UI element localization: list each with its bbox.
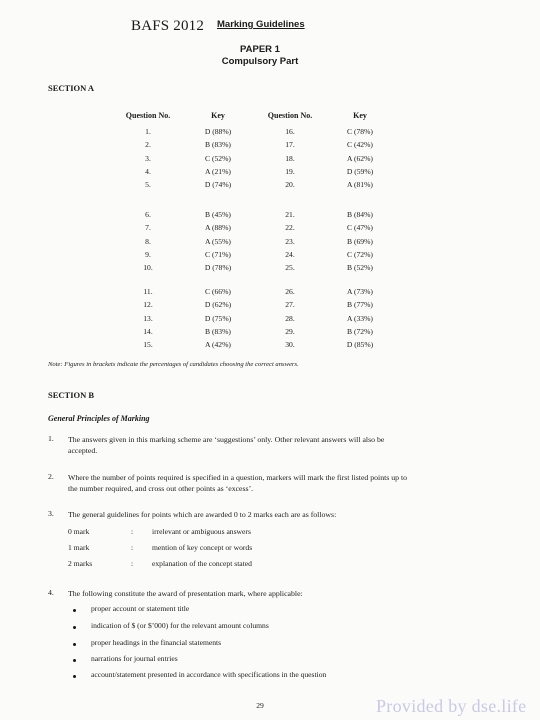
question-number: 7. xyxy=(145,223,151,233)
section-b-heading: SECTION B xyxy=(48,390,95,400)
bullet-icon xyxy=(73,675,76,678)
answer-key: C (71%) xyxy=(205,249,231,259)
question-number: 13. xyxy=(143,313,153,323)
item-text-line: The general guidelines for points which are awarded 0 to 2 marks each are as follows: xyxy=(68,510,337,519)
item-text-line: The following constitute the award of presentation mark, where applicable: xyxy=(68,589,303,598)
item-text xyxy=(68,509,483,520)
answer-key: D (78%) xyxy=(204,263,232,273)
column-header-key-1: Key xyxy=(211,111,225,120)
item-number: 2. xyxy=(48,472,54,481)
bullet-item: account/statement presented in accordance with specifications in the question xyxy=(91,670,327,679)
part-label: Compulsory Part xyxy=(221,56,299,67)
question-number: 16. xyxy=(285,127,295,136)
question-number: 6. xyxy=(145,210,151,219)
guideline-description: explanation of the concept stated xyxy=(152,559,252,568)
guideline-description: mention of key concept or words xyxy=(152,543,253,552)
question-number: 14. xyxy=(143,326,153,336)
answer-key: D (88%) xyxy=(204,127,232,136)
question-number: 15. xyxy=(143,340,153,350)
bullet-item: proper account or statement title xyxy=(91,604,190,613)
answer-key: A (62%) xyxy=(347,153,373,163)
question-number: 1. xyxy=(145,127,151,136)
document-title: BAFS 2012 xyxy=(131,18,205,34)
question-number: 9. xyxy=(145,249,151,259)
guideline-mark: 1 mark xyxy=(68,543,90,552)
answer-key: B (83%) xyxy=(205,140,231,150)
answer-key: C (66%) xyxy=(205,287,231,296)
document-subtitle: Marking Guidelines xyxy=(217,19,305,30)
answer-key: A (81%) xyxy=(347,180,373,190)
answer-key: B (77%) xyxy=(347,300,373,310)
item-text-line: The answers given in this marking scheme are ‘suggestions’ only. Other relevant answers will also be xyxy=(68,435,385,444)
answer-key: D (74%) xyxy=(204,180,232,190)
item-text-line: accepted. xyxy=(68,446,98,455)
question-number: 3. xyxy=(145,153,151,163)
guideline-separator: : xyxy=(131,559,134,568)
question-number: 18. xyxy=(285,153,295,163)
question-number: 27. xyxy=(285,300,295,310)
question-number: 30. xyxy=(285,340,295,350)
question-number: 12. xyxy=(143,300,153,310)
table-note: Note: Figures in brackets indicate the percentages of candidates choosing the correct answers. xyxy=(48,361,299,368)
answer-key: C (42%) xyxy=(347,140,373,150)
item-number: 1. xyxy=(48,434,54,443)
answer-key: A (55%) xyxy=(205,236,231,246)
column-header-key-2: Key xyxy=(353,111,367,120)
answer-key: C (47%) xyxy=(347,223,373,233)
question-number: 22. xyxy=(285,223,295,233)
item-number: 4. xyxy=(48,588,54,597)
answer-key: C (72%) xyxy=(347,249,373,259)
column-header-question-no-1: Question No. xyxy=(125,111,171,120)
page-number: 29 xyxy=(256,701,264,710)
question-number: 25. xyxy=(285,263,295,273)
guideline-separator: : xyxy=(131,543,134,552)
item-text-line: Where the number of points required is specified in a question, markers will mark the first listed points up to xyxy=(68,473,408,482)
item-number: 3. xyxy=(48,509,54,518)
answer-key: B (69%) xyxy=(347,236,373,246)
answer-key: D (85%) xyxy=(346,340,374,350)
bullet-item: proper headings in the financial statements xyxy=(91,638,222,647)
paper-label: PAPER 1 xyxy=(240,44,280,55)
answer-key: B (52%) xyxy=(347,263,373,273)
item-text-line: the number required, and cross out other points as ‘excess’. xyxy=(68,484,254,493)
guideline-separator: : xyxy=(131,527,134,536)
answer-key: A (33%) xyxy=(347,313,373,323)
section-a-heading: SECTION A xyxy=(48,83,95,93)
general-principles-heading: General Principles of Marking xyxy=(48,414,150,423)
answer-key: A (88%) xyxy=(205,223,231,233)
answer-key: C (78%) xyxy=(347,127,373,136)
question-number: 20. xyxy=(285,180,295,190)
answer-key: C (52%) xyxy=(205,153,231,163)
question-number: 29. xyxy=(285,326,295,336)
question-number: 11. xyxy=(143,287,153,296)
question-number: 26. xyxy=(285,287,295,296)
bullet-item: indication of $ (or $’000) for the relevant amount columns xyxy=(91,621,269,630)
question-number: 19. xyxy=(285,166,295,176)
answer-key: D (62%) xyxy=(204,300,232,310)
question-number: 4. xyxy=(145,166,151,176)
question-number: 23. xyxy=(285,236,295,246)
answer-key: B (72%) xyxy=(347,326,373,336)
answer-key: A (21%) xyxy=(205,166,231,176)
guideline-mark: 2 marks xyxy=(68,559,93,568)
answer-key: B (45%) xyxy=(205,210,231,219)
item-text xyxy=(68,588,483,599)
answer-key: B (83%) xyxy=(205,326,231,336)
bullet-item: narrations for journal entries xyxy=(91,654,178,663)
question-number: 28. xyxy=(285,313,295,323)
question-number: 10. xyxy=(143,263,153,273)
guideline-description: irrelevant or ambiguous answers xyxy=(152,527,251,536)
answer-key: A (73%) xyxy=(347,287,373,296)
question-number: 5. xyxy=(145,180,151,190)
bullet-icon xyxy=(73,626,76,629)
guideline-mark: 0 mark xyxy=(68,527,90,536)
answer-key: D (59%) xyxy=(346,166,374,176)
answer-key: A (42%) xyxy=(205,340,231,350)
bullet-icon xyxy=(73,609,76,612)
question-number: 17. xyxy=(285,140,295,150)
item-text xyxy=(68,472,483,494)
bullet-icon xyxy=(73,643,76,646)
question-number: 8. xyxy=(145,236,151,246)
question-number: 21. xyxy=(285,210,295,219)
column-header-question-no-2: Question No. xyxy=(267,111,313,120)
answer-key: B (84%) xyxy=(347,210,373,219)
bullet-icon xyxy=(73,659,76,662)
answer-key: D (75%) xyxy=(204,313,232,323)
item-text xyxy=(68,434,483,456)
question-number: 24. xyxy=(285,249,295,259)
question-number: 2. xyxy=(145,140,151,150)
provided-by-watermark: Provided by dse.life xyxy=(376,696,527,716)
